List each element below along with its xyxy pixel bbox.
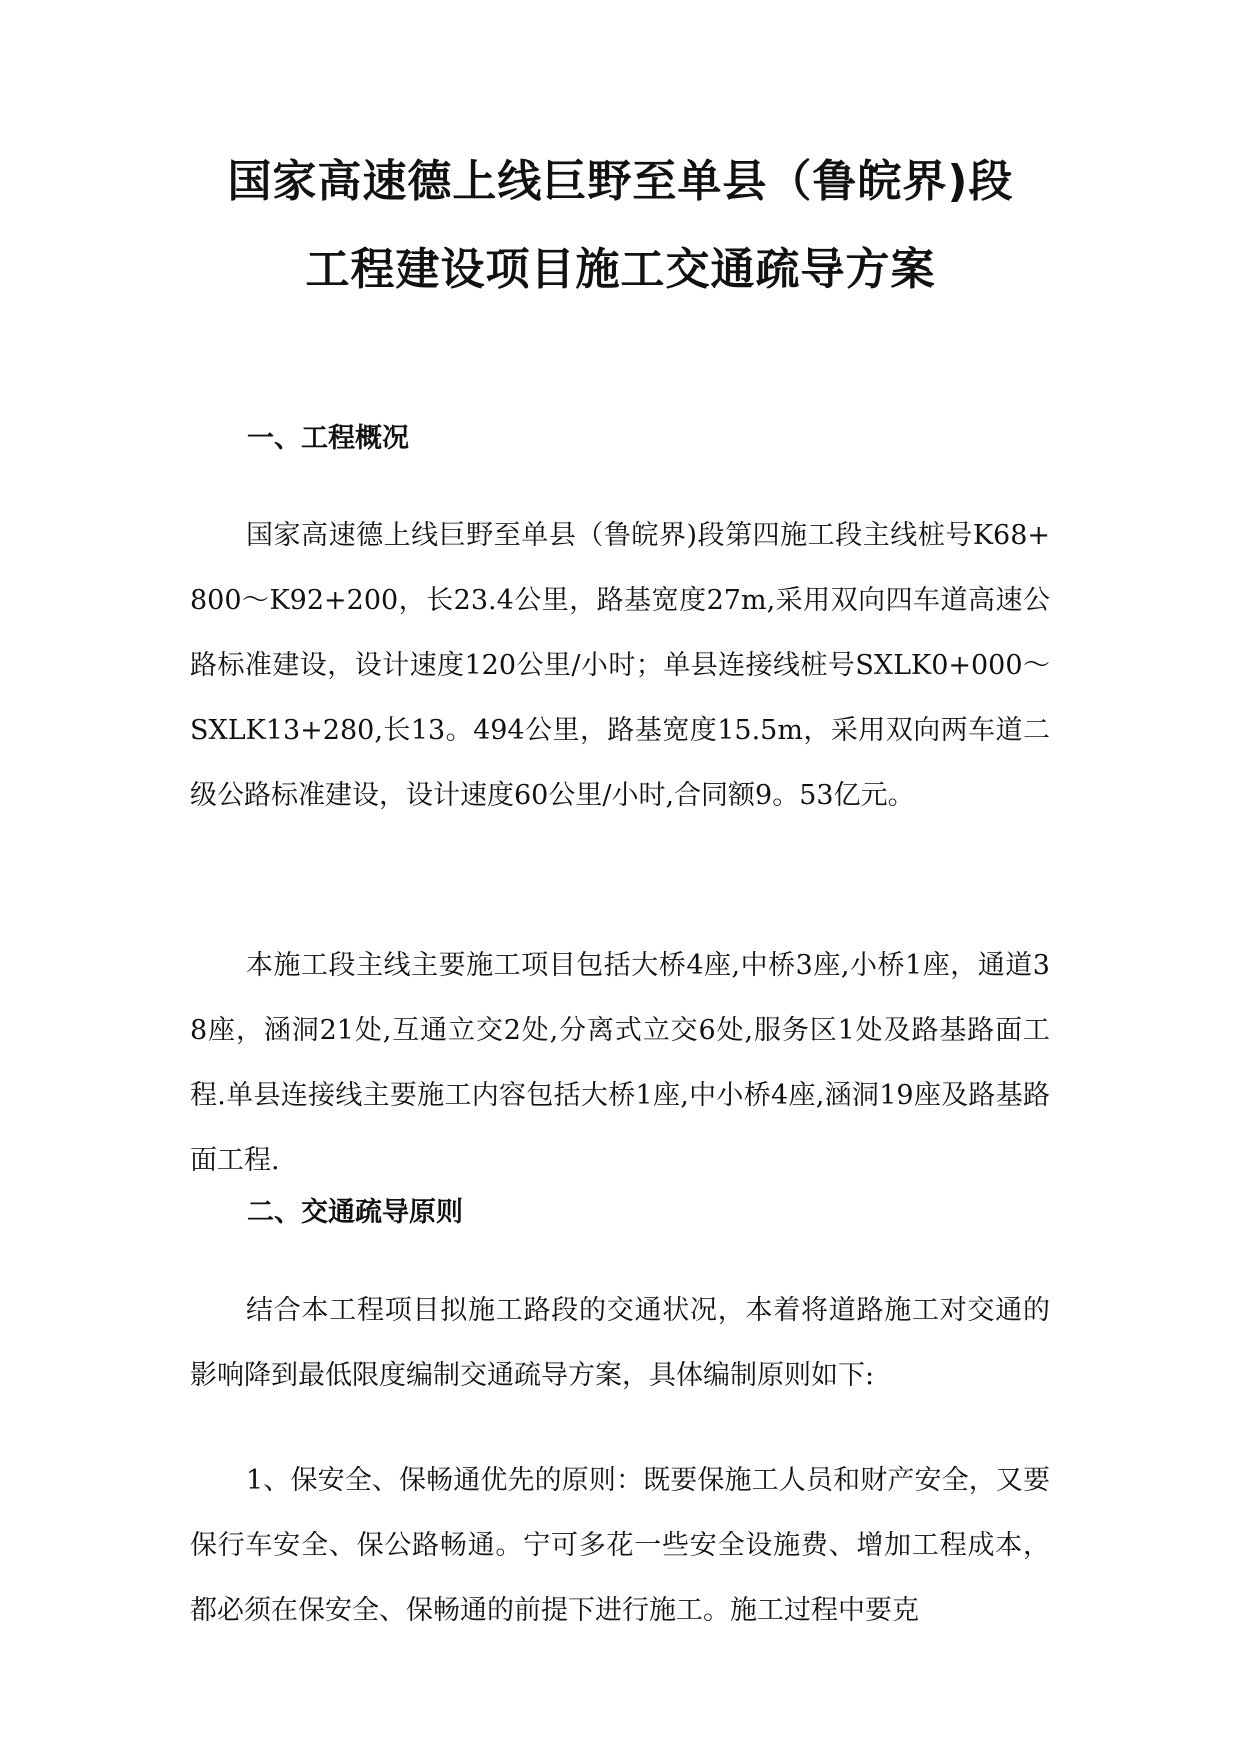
section2-paragraph-1: 结合本工程项目拟施工路段的交通状况，本着将道路施工对交通的影响降到最低限度编制交通疏导方案，具体编制原则如下: bbox=[190, 1295, 1050, 1391]
section1-paragraph-2: 本施工段主线主要施工项目包括大桥4座,中桥3座,小桥1座，通道38座，涵洞21处,互通立交2处,分离式立交6处,服务区1处及路基路面工程.单县连接线主要施工内容包括大桥1座,中小桥4座,涵洞19座及路基路面工程. bbox=[190, 950, 1050, 1176]
section1-heading: 一、工程概况 bbox=[247, 423, 409, 454]
section2-heading: 二、交通疏导原则 bbox=[247, 1197, 463, 1228]
section1-paragraph-1: 国家高速德上线巨野至单县（鲁皖界)段第四施工段主线桩号K68+800～K92+200，长23.4公里，路基宽度27m,采用双向四车道高速公路标准建设，设计速度120公里/小时；单县连接线桩号SXLK0+000～SXLK13+280,长13。494公里，路基宽度15.5m，采用双向两车道二级公路标准建设，设计速度60公里/小时,合同额9。53亿元。 bbox=[190, 520, 1050, 811]
section2-paragraph-2: 1、保安全、保畅通优先的原则：既要保施工人员和财产安全，又要保行车安全、保公路畅通。宁可多花一些安全设施费、增加工程成本，都必须在保安全、保畅通的前提下进行施工。施工过程中要克 bbox=[190, 1465, 1050, 1626]
document-title-line2: 工程建设项目施工交通疏导方案 bbox=[305, 244, 936, 295]
document-title-line1: 国家高速德上线巨野至单县（鲁皖界)段 bbox=[227, 156, 1014, 207]
